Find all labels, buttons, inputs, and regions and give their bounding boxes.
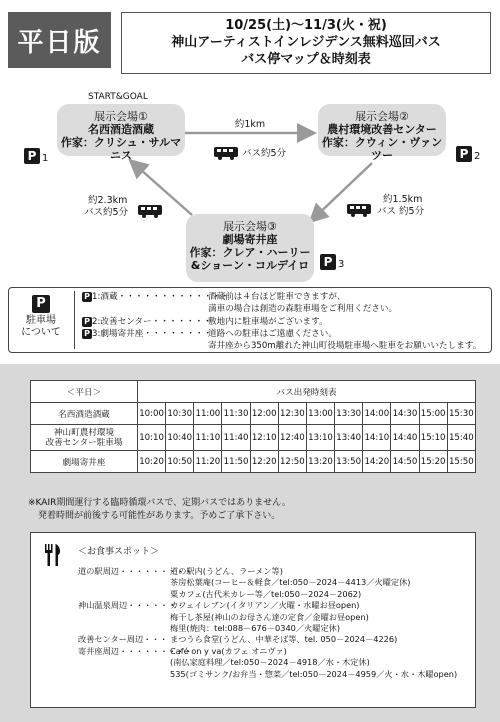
departure-time: 14:00 (363, 403, 391, 425)
parking-2-name: 改善センター・・・・・・・ (100, 317, 212, 327)
departure-time: 15:50 (447, 451, 475, 473)
departure-time: 13:00 (306, 403, 334, 425)
food-spots-title: ＜お食事スポット＞ (78, 547, 160, 557)
departure-time: 13:30 (335, 403, 363, 425)
departure-time: 11:00 (194, 403, 222, 425)
route-2-3-time: バス 約5分 (377, 206, 425, 217)
venue-1-artist: 作家：クリシュ・サルマニス (60, 136, 182, 162)
parking-2-number: 2 (474, 151, 481, 162)
departure-time: 14:50 (391, 451, 419, 473)
departure-time: 14:20 (363, 451, 391, 473)
table-row (31, 403, 476, 425)
timetable (30, 380, 476, 473)
parking-1-name: 酒蔵・・・・・・・・・・・・・ (100, 292, 230, 302)
list-item: 改善センター周辺・・・ まつうら食堂(うどん、中華そば等、tel. 050－2024－4226) (78, 634, 398, 645)
venue-3-artist-1: 作家：クレア・ハーリー (189, 246, 311, 259)
departure-time: 11:10 (194, 425, 222, 451)
parking-icon: P (82, 317, 92, 327)
list-item: 道の駅周辺・・・・・・・・・道の駅内(うどん、ラーメン等) (78, 566, 283, 576)
departure-time: 11:40 (222, 425, 250, 451)
departure-time: 12:10 (250, 425, 278, 451)
route-1-2-distance: 約1km (234, 119, 266, 130)
list-item: 茶房松葉庵(コーヒー＆軽食／tel:050－2024－4413／火曜定休) (170, 577, 411, 588)
departure-time: 10:30 (166, 403, 194, 425)
route-3-1-time: バス約5分 (84, 207, 129, 218)
departure-time: 12:30 (278, 403, 306, 425)
departure-time: 14:10 (363, 425, 391, 451)
departure-time: 13:20 (306, 451, 334, 473)
departure-time: 10:50 (166, 451, 194, 473)
title-sub: バス停マップ＆時刻表 (241, 52, 371, 67)
departure-time: 12:20 (250, 451, 278, 473)
departure-time: 15:30 (447, 403, 475, 425)
parking-entry-1: P 1:酒蔵・・・・・・・・・・・・・ (82, 291, 229, 303)
venue-3-name: 劇場寄井座 (222, 233, 278, 246)
parking-entry-3: P 3:劇場寄井座・・・・・・・・ (82, 328, 212, 340)
list-item: 梅里(焼肉：tel:088－676－0340／火曜定休) (170, 622, 341, 633)
departure-time: 13:10 (306, 425, 334, 451)
table-row (31, 451, 476, 473)
departure-time: 14:40 (391, 425, 419, 451)
parking-icon: P (456, 146, 472, 162)
parking-info-header (8, 287, 74, 353)
departure-time: 10:20 (138, 451, 166, 473)
route-2-3-distance: 約1.5km (383, 194, 423, 205)
timetable-title: バス出発時刻表 (138, 381, 476, 403)
stop-name: 劇場寄井座 (31, 451, 138, 473)
stop-name: 名西酒造酒蔵 (31, 403, 138, 425)
venue-3-artist-2: &ショーン・コルデイロ (190, 259, 310, 272)
parking-icon: P (82, 329, 92, 339)
parking-icon: P (82, 292, 92, 302)
title-main: 神山アーティストインレジデンス無料巡回バス (171, 35, 441, 50)
departure-time: 10:10 (138, 425, 166, 451)
route-1-2-time: バス約5分 (242, 148, 287, 159)
parking-3-text-2: 寄井座から350m離れた神山町役場駐車場へ駐車をお願いいたします。 (208, 341, 482, 351)
parking-title-1: 駐車場 (26, 315, 56, 326)
venue-1-name: 名西酒造酒蔵 (88, 123, 154, 136)
parking-1-text-1: 酒蔵前は４台ほど駐車できますが、 (208, 292, 346, 302)
venue-2-artist: 作家：クウィン・ヴァンツー (321, 136, 443, 162)
departure-time: 13:50 (335, 451, 363, 473)
parking-divider (74, 291, 75, 349)
departure-time: 11:20 (194, 451, 222, 473)
timetable-header-row (31, 381, 476, 403)
venue-1-card (57, 104, 185, 162)
parking-title-2: について (21, 327, 61, 338)
departure-time: 12:50 (278, 451, 306, 473)
bus-icon (347, 204, 371, 217)
venue-2-card (318, 104, 446, 162)
list-item: 粟カフェ(古代米カレー等／tel:050－2024－2062) (170, 588, 362, 599)
parking-3-number: 3 (338, 259, 345, 270)
departure-time: 14:30 (391, 403, 419, 425)
parking-1-number: 1 (42, 153, 49, 164)
departure-time: 12:40 (278, 425, 306, 451)
list-item: 寄井座周辺・・・・・・・・・Café on y va(カフェ オニヴァ) (78, 645, 287, 656)
parking-3-name: 劇場寄井座・・・・・・・・ (100, 329, 213, 339)
note-line-1: ※KAIR期間運行する臨時循環バスで、定期バスではありません。 (28, 498, 291, 508)
departure-time: 15:10 (419, 425, 447, 451)
list-item: 535(ゴミサンク/お弁当・惣菜／tel:050－2024－4959／火・水・木曜open) (170, 668, 458, 679)
edition-badge: 平日版 (8, 12, 111, 68)
route-3-1-distance: 約2.3km (88, 195, 128, 206)
title-box (121, 12, 491, 74)
venue-2-number: 展示会場② (355, 110, 409, 123)
note-line-2: 発着時間が前後する可能性があります。予めご了承下さい。 (38, 511, 281, 521)
table-row (31, 425, 476, 451)
stop-name: 神山町農村環境 改善センター駐車場 (31, 425, 138, 451)
departure-time: 11:30 (222, 403, 250, 425)
departure-time: 15:20 (419, 451, 447, 473)
list-item: 神山温泉周辺・・・・・・・カフェイレブン(イタリアン／火曜・水曜お昼open) (78, 600, 360, 611)
venue-2-name: 農村環境改善センター (327, 123, 437, 136)
departure-time: 15:00 (419, 403, 447, 425)
parking-icon: P (32, 295, 50, 313)
departure-time: 13:40 (335, 425, 363, 451)
venue-3-card (186, 214, 314, 282)
bus-icon (138, 205, 162, 218)
list-item: (南仏家庭料理／tel:050－2024－4918／水・木定休) (170, 657, 370, 668)
parking-icon: P (320, 254, 336, 270)
venue-1-number: 展示会場① (94, 110, 148, 123)
timetable-weekday-label: ＜平日＞ (31, 381, 138, 403)
departure-time: 10:00 (138, 403, 166, 425)
parking-1-text-2: 満車の場合は創造の森駐車場をご利用ください。 (208, 304, 398, 314)
departure-time: 10:40 (166, 425, 194, 451)
food-list (78, 566, 457, 680)
fork-knife-icon (42, 544, 62, 566)
list-item: 梅干し茶屋(神山のお母さん達の定食／金曜お昼open) (170, 611, 369, 622)
timetable-note (28, 497, 291, 523)
start-goal-label: START&GOAL (88, 92, 148, 102)
departure-time: 11:50 (222, 451, 250, 473)
parking-icon: P (24, 148, 40, 164)
parking-2-text: 敷地内に駐車場がございます。 (208, 317, 328, 327)
title-dates: 10/25(土)～11/3(火・祝) (225, 18, 387, 33)
bus-icon (214, 147, 238, 160)
departure-time: 15:40 (447, 425, 475, 451)
parking-3-text-1: 道路への駐車はご遠慮ください。 (208, 329, 337, 339)
departure-time: 12:00 (250, 403, 278, 425)
venue-3-number: 展示会場③ (223, 220, 277, 233)
parking-entry-2: P 2:改善センター・・・・・・・ (82, 316, 212, 328)
